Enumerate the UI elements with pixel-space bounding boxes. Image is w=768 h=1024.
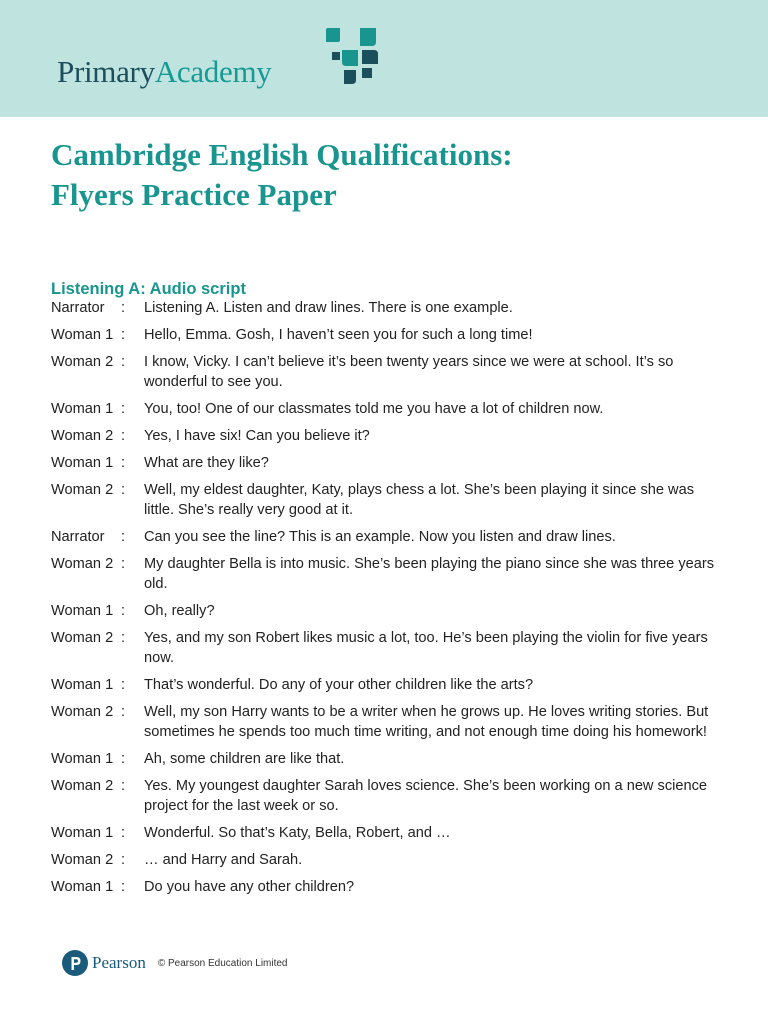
script-line (51, 554, 721, 594)
speaker-label: Woman 2 (51, 428, 114, 444)
dialogue-text: Well, my son Harry wants to be a writer when he grows up. He loves writing stories. But sometimes he spends too much time writing, and not enough time doing his homework! (144, 704, 709, 740)
script-line (51, 453, 721, 473)
speaker-separator: : (121, 556, 126, 572)
dialogue-text: I know, Vicky. I can’t believe it’s been twenty years since we were at school. It’s so wonderful to see you. (144, 354, 674, 390)
speaker-label: Woman 2 (51, 354, 114, 370)
dialogue-text: Do you have any other children? (144, 879, 355, 895)
script-line (51, 480, 721, 520)
speaker-label: Woman 1 (51, 327, 114, 343)
script-line (51, 601, 721, 621)
script-line (51, 749, 721, 769)
header-band (0, 0, 768, 117)
script-line (51, 628, 721, 668)
speaker-label: Woman 1 (51, 879, 114, 895)
dialogue-text: That’s wonderful. Do any of your other children like the arts? (144, 677, 534, 693)
script-line (51, 298, 721, 318)
speaker-separator: : (121, 778, 126, 794)
script-line (51, 325, 721, 345)
script-line (51, 426, 721, 446)
script-line (51, 527, 721, 547)
speaker-separator: : (121, 825, 126, 841)
dialogue-text: You, too! One of our classmates told me you have a lot of children now. (144, 401, 604, 417)
speaker-separator: : (121, 401, 126, 417)
speaker-separator: : (121, 704, 126, 720)
speaker-label: Woman 1 (51, 455, 114, 471)
section-heading: Listening A: Audio script (51, 280, 246, 298)
script-line (51, 850, 721, 870)
speaker-separator: : (121, 630, 126, 646)
script-line (51, 399, 721, 419)
speaker-label: Woman 1 (51, 751, 114, 767)
footer (62, 948, 288, 978)
speaker-separator: : (121, 603, 126, 619)
speaker-separator: : (121, 482, 126, 498)
speaker-label: Woman 2 (51, 482, 114, 498)
dialogue-text: … and Harry and Sarah. (144, 852, 303, 868)
speaker-separator: : (121, 677, 126, 693)
speaker-label: Woman 1 (51, 603, 114, 619)
speaker-label: Woman 2 (51, 556, 114, 572)
speaker-label: Woman 1 (51, 401, 114, 417)
speaker-separator: : (121, 529, 126, 545)
speaker-label: Woman 2 (51, 852, 114, 868)
brand-academy-text: Academy (154, 54, 272, 89)
script-line (51, 823, 721, 843)
dialogue-text: My daughter Bella is into music. She’s been playing the piano since she was three years old. (144, 556, 715, 592)
pearson-wordmark: Pearson (92, 953, 146, 972)
speaker-label: Woman 2 (51, 704, 114, 720)
leaf-squares-logo-icon (320, 28, 382, 88)
script-line (51, 352, 721, 392)
dialogue-text: Listening A. Listen and draw lines. There is one example. (144, 300, 513, 316)
dialogue-text: Can you see the line? This is an example. Now you listen and draw lines. (144, 529, 616, 545)
brand-wordmark (57, 54, 271, 90)
script-line (51, 877, 721, 897)
speaker-label: Narrator (51, 529, 105, 545)
dialogue-text: Well, my eldest daughter, Katy, plays chess a lot. She’s been playing it since she was little. She’s really very good at it. (144, 482, 694, 518)
dialogue-text: Hello, Emma. Gosh, I haven’t seen you for such a long time! (144, 327, 533, 343)
speaker-separator: : (121, 751, 126, 767)
page-title (51, 135, 731, 215)
dialogue-text: What are they like? (144, 455, 269, 471)
audio-script (51, 298, 721, 904)
brand-primary-text: Primary (57, 54, 155, 89)
speaker-separator: : (121, 852, 126, 868)
dialogue-text: Oh, really? (144, 603, 215, 619)
copyright-text: © Pearson Education Limited (157, 957, 288, 969)
page-title-line-2: Flyers Practice Paper (51, 177, 337, 212)
dialogue-text: Ah, some children are like that. (144, 751, 345, 767)
script-line (51, 702, 721, 742)
dialogue-text: Yes, and my son Robert likes music a lot, too. He’s been playing the violin for five years now. (144, 630, 708, 666)
speaker-label: Woman 2 (51, 630, 114, 646)
speaker-separator: : (121, 327, 126, 343)
speaker-label: Woman 1 (51, 677, 114, 693)
page-title-line-1: Cambridge English Qualifications: (51, 137, 513, 172)
speaker-separator: : (121, 879, 126, 895)
dialogue-text: Yes. My youngest daughter Sarah loves science. She’s been working on a new science project for the last week or so. (144, 778, 708, 814)
speaker-separator: : (121, 300, 126, 316)
dialogue-text: Yes, I have six! Can you believe it? (144, 428, 370, 444)
speaker-separator: : (121, 455, 126, 471)
speaker-label: Woman 2 (51, 778, 114, 794)
pearson-p-logo-icon (62, 950, 88, 976)
dialogue-text: Wonderful. So that’s Katy, Bella, Robert, and … (144, 825, 451, 841)
speaker-separator: : (121, 354, 126, 370)
speaker-label: Woman 1 (51, 825, 114, 841)
script-line (51, 776, 721, 816)
script-line (51, 675, 721, 695)
speaker-label: Narrator (51, 300, 105, 316)
speaker-separator: : (121, 428, 126, 444)
